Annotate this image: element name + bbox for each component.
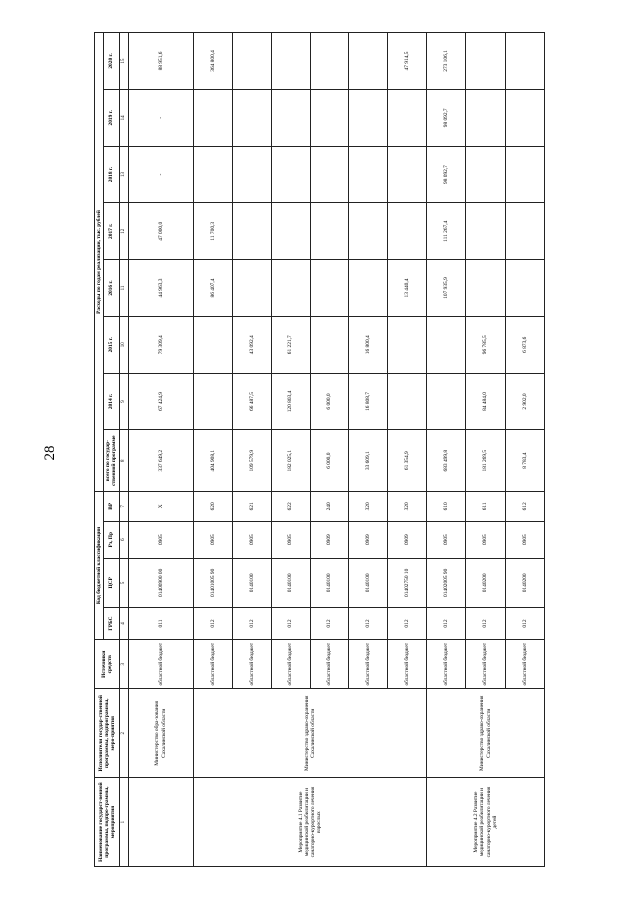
y2016-cell: 13 440,4	[388, 260, 427, 317]
y2017-cell	[349, 203, 388, 260]
y2016-cell	[505, 260, 544, 317]
y2018-cell	[271, 146, 310, 203]
y2017-cell	[232, 203, 271, 260]
csr-cell: 01400900 00	[128, 558, 193, 607]
header-grbs: ГРБС	[104, 607, 119, 639]
y2018-cell: 98 092,7	[427, 146, 466, 203]
header-budget-codes: Код бюджетной классификации	[95, 492, 104, 640]
y2019-cell	[310, 89, 349, 146]
y2020-cell: 47 914,5	[388, 33, 427, 90]
y2014-cell: 84 484,0	[466, 373, 505, 430]
y2016-cell: 107 935,9	[427, 260, 466, 317]
y2014-cell: 66 487,5	[232, 373, 271, 430]
column-index-cell: 10	[119, 316, 128, 373]
source-cell: областной бюджет	[505, 640, 544, 689]
rzpr-cell: 0905	[466, 521, 505, 558]
y2018-cell	[505, 146, 544, 203]
y2018-cell	[466, 146, 505, 203]
y2016-cell: 86 407,4	[193, 260, 232, 317]
rzpr-cell: 0905	[232, 521, 271, 558]
column-index-cell: 1	[119, 778, 128, 867]
rzpr-cell: 0905	[128, 521, 193, 558]
total-cell: 6 000,0	[310, 430, 349, 492]
table-row	[193, 33, 232, 867]
y2015-cell	[427, 316, 466, 373]
y2017-cell	[466, 203, 505, 260]
y2017-cell: 11 700,3	[193, 203, 232, 260]
source-cell: областной бюджет	[427, 640, 466, 689]
column-index-row	[119, 33, 128, 867]
header-2019: 2019 г.	[104, 89, 119, 146]
rzpr-cell: 0909	[388, 521, 427, 558]
grbs-cell: 011	[128, 607, 193, 639]
y2017-cell	[271, 203, 310, 260]
y2014-cell: 67 424,9	[128, 373, 193, 430]
y2018-cell: -	[128, 146, 193, 203]
y2020-cell: 273 106,1	[427, 33, 466, 90]
vr-cell: 611	[466, 492, 505, 522]
header-rzpr: Рз, Пр	[104, 521, 119, 558]
csr-cell: 0140100	[349, 558, 388, 607]
column-index-cell: 3	[119, 640, 128, 689]
vr-cell: 610	[427, 492, 466, 522]
vr-cell: 320	[349, 492, 388, 522]
header-csr: ЦСР	[104, 558, 119, 607]
grbs-cell: 012	[349, 607, 388, 639]
y2019-cell	[466, 89, 505, 146]
y2018-cell	[193, 146, 232, 203]
total-cell: 8 783,4	[505, 430, 544, 492]
csr-cell: 0140100	[310, 558, 349, 607]
header-vr: ВР	[104, 492, 119, 522]
column-index-cell: 5	[119, 558, 128, 607]
column-index-cell: 12	[119, 203, 128, 260]
header-name: Наименование государст-венной программы, подпро-граммы, мероприятия	[95, 778, 120, 867]
y2014-cell: 16 808,7	[349, 373, 388, 430]
y2019-cell	[505, 89, 544, 146]
rzpr-cell: 0905	[271, 521, 310, 558]
y2015-cell	[388, 316, 427, 373]
table-row	[128, 33, 193, 867]
source-cell: областной бюджет	[232, 640, 271, 689]
y2017-cell	[310, 203, 349, 260]
grbs-cell: 012	[193, 607, 232, 639]
grbs-cell: 012	[232, 607, 271, 639]
executor-cell: Министерство здраво-охранения Сахалинской области	[427, 689, 545, 778]
column-index-cell: 15	[119, 33, 128, 90]
vr-cell: 320	[388, 492, 427, 522]
y2019-cell	[193, 89, 232, 146]
total-cell: 181 269,5	[466, 430, 505, 492]
y2015-cell	[310, 316, 349, 373]
rzpr-cell: 0905	[505, 521, 544, 558]
total-cell: 61 354,9	[388, 430, 427, 492]
vr-cell: 612	[505, 492, 544, 522]
column-index-cell: 13	[119, 146, 128, 203]
budget-table	[94, 32, 545, 867]
y2015-cell: 43 092,4	[232, 316, 271, 373]
total-cell: 404 908,1	[193, 430, 232, 492]
header-total: всего по государ-ственной программе	[104, 430, 119, 492]
y2018-cell	[310, 146, 349, 203]
y2019-cell: 98 092,7	[427, 89, 466, 146]
csr-cell: 0140100	[232, 558, 271, 607]
activity-name-cell: Мероприятие 4.1 Развитие медицинской реабилитации и санаторно-курортного лечения взрослых	[193, 778, 427, 867]
y2020-cell	[310, 33, 349, 90]
vr-cell: 240	[310, 492, 349, 522]
y2014-cell	[427, 373, 466, 430]
y2016-cell	[310, 260, 349, 317]
y2020-cell	[466, 33, 505, 90]
csr-cell: 0140200	[466, 558, 505, 607]
header-2015: 2015 г.	[104, 316, 119, 373]
y2020-cell	[232, 33, 271, 90]
column-index-cell: 2	[119, 689, 128, 778]
source-cell: областной бюджет	[349, 640, 388, 689]
rzpr-cell: 0909	[349, 521, 388, 558]
grbs-cell: 012	[466, 607, 505, 639]
y2020-cell: 88 951,6	[128, 33, 193, 90]
y2016-cell	[232, 260, 271, 317]
vr-cell: 622	[271, 492, 310, 522]
vr-cell: 620	[193, 492, 232, 522]
y2017-cell	[505, 203, 544, 260]
column-index-cell: 8	[119, 430, 128, 492]
y2019-cell	[271, 89, 310, 146]
header-expenses: Расходы по годам реализации, тыс. рублей	[95, 33, 104, 492]
source-cell: областной бюджет	[388, 640, 427, 689]
csr-cell: 01402005 90	[427, 558, 466, 607]
grbs-cell: 012	[310, 607, 349, 639]
y2018-cell	[388, 146, 427, 203]
column-index-cell: 11	[119, 260, 128, 317]
y2016-cell	[466, 260, 505, 317]
y2017-cell	[388, 203, 427, 260]
grbs-cell: 012	[427, 607, 466, 639]
y2014-cell: 120 803,4	[271, 373, 310, 430]
grbs-cell: 012	[505, 607, 544, 639]
rzpr-cell: 0909	[310, 521, 349, 558]
y2018-cell	[349, 146, 388, 203]
y2015-cell: 61 221,7	[271, 316, 310, 373]
rzpr-cell: 0905	[193, 521, 232, 558]
page-number: 28	[42, 445, 58, 461]
table-row	[427, 33, 466, 867]
y2014-cell	[193, 373, 232, 430]
source-cell: областной бюджет	[271, 640, 310, 689]
header-executor: Исполнители государ-ственной программы, подпрограммы, меро-приятия	[95, 689, 120, 778]
source-cell: областной бюджет	[193, 640, 232, 689]
y2016-cell	[349, 260, 388, 317]
total-cell: 182 025,1	[271, 430, 310, 492]
csr-cell: 0140200	[505, 558, 544, 607]
y2019-cell: -	[128, 89, 193, 146]
header-2017: 2017 г.	[104, 203, 119, 260]
total-cell: 337 649,2	[128, 430, 193, 492]
rotated-table-wrapper	[94, 32, 545, 867]
header-source: Источники средств	[95, 640, 120, 689]
y2015-cell: 79 309,4	[128, 316, 193, 373]
column-index-cell: 7	[119, 492, 128, 522]
source-cell: областной бюджет	[310, 640, 349, 689]
y2020-cell	[349, 33, 388, 90]
y2017-cell: 111 267,4	[427, 203, 466, 260]
column-index-cell: 9	[119, 373, 128, 430]
y2014-cell: 2 902,0	[505, 373, 544, 430]
y2015-cell: 16 800,4	[349, 316, 388, 373]
y2018-cell	[232, 146, 271, 203]
y2015-cell	[193, 316, 232, 373]
csr-cell: 01402750 10	[388, 558, 427, 607]
grbs-cell: 012	[271, 607, 310, 639]
vr-cell: X	[128, 492, 193, 522]
y2019-cell	[349, 89, 388, 146]
y2016-cell	[271, 260, 310, 317]
rzpr-cell: 0905	[427, 521, 466, 558]
header-2018: 2018 г.	[104, 146, 119, 203]
vr-cell: 621	[232, 492, 271, 522]
y2020-cell: 364 800,4	[193, 33, 232, 90]
csr-cell: 01401005 90	[193, 558, 232, 607]
total-cell: 109 579,9	[232, 430, 271, 492]
y2016-cell: 44 963,3	[128, 260, 193, 317]
y2014-cell: 6 000,0	[310, 373, 349, 430]
y2019-cell	[232, 89, 271, 146]
table-body	[128, 33, 544, 867]
y2019-cell	[388, 89, 427, 146]
header-2020: 2020 г.	[104, 33, 119, 90]
y2014-cell	[388, 373, 427, 430]
total-cell: 683 499,8	[427, 430, 466, 492]
header-2016: 2016 г.	[104, 260, 119, 317]
activity-name-cell	[128, 778, 193, 867]
executor-cell: Министерство обра-зования Сахалинской области	[128, 689, 193, 778]
source-cell: областной бюджет	[128, 640, 193, 689]
y2015-cell: 6 873,6	[505, 316, 544, 373]
column-index-cell: 6	[119, 521, 128, 558]
header-2014: 2014 г.	[104, 373, 119, 430]
source-cell: областной бюджет	[466, 640, 505, 689]
y2017-cell: 47 000,0	[128, 203, 193, 260]
activity-name-cell: Мероприятие 4.2 Развитие медицинской реабилитации и санаторно-курортного лечения детей	[427, 778, 545, 867]
executor-cell: Министерство здраво-охранения Сахалинской области	[193, 689, 427, 778]
grbs-cell: 012	[388, 607, 427, 639]
csr-cell: 0140100	[271, 558, 310, 607]
y2020-cell	[271, 33, 310, 90]
y2020-cell	[505, 33, 544, 90]
total-cell: 33 609,1	[349, 430, 388, 492]
column-index-cell: 4	[119, 607, 128, 639]
y2015-cell: 96 785,5	[466, 316, 505, 373]
column-index-cell: 14	[119, 89, 128, 146]
